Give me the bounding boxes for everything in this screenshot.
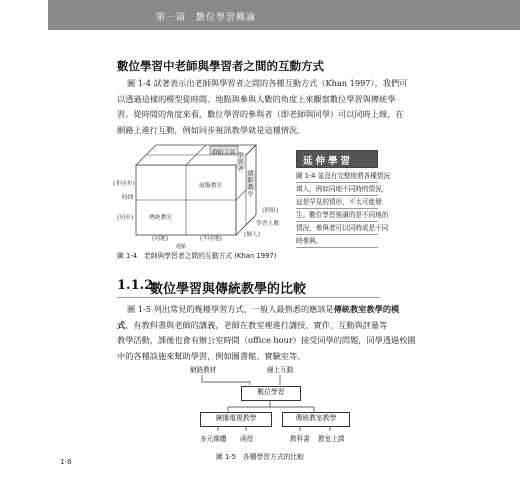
intro-line-4: 網路上進行互動，例如同步視訊教學就是這種情況。 [117, 124, 306, 135]
flow-traditional: 傳統教室教學 [295, 414, 337, 422]
flow-web-material: 網路教材 [190, 366, 217, 374]
cube-label-group-tools: 群組工具 [212, 150, 236, 156]
extended-learning-title: 延伸學習 [303, 156, 354, 167]
flow-classroom: 教室上課 [318, 435, 345, 443]
cube-label-learner-count: 學習人數 [256, 221, 280, 227]
para2-line-1: 圖 1-5 列出常見的幾種學習方式，一般人最熟悉的應該是傳統教室教學的模 [127, 304, 400, 314]
cube-label-synchronous: (同步) [117, 215, 134, 221]
figure-1-5-caption: 圖 1-5 各種學習方式的比較 [216, 453, 305, 461]
cube-label-individual: (個人) [244, 232, 261, 238]
cube-label-group: (群組) [262, 208, 279, 214]
cube-label-virtual-classroom: 虛擬教室 [199, 183, 223, 189]
cube-label-remote-teaching: 遠距教學 [247, 171, 254, 198]
chapter-header-title: 第一篇 數位學習概論 [156, 13, 257, 23]
sidebox-line: 圖 1-4 並沒有完整地將各種情況 [296, 170, 378, 183]
extended-learning-header [296, 150, 378, 168]
flow-correspondence: 函授 [240, 435, 254, 443]
cube-label-different-place: (不同地) [200, 236, 222, 242]
flow-digital-learning: 數位學習 [257, 388, 285, 396]
extended-learning-box [296, 150, 391, 250]
flow-online-interaction: 線上互動 [267, 366, 294, 374]
para2-line-3: 教學活動，課後也會有辦公室時間（office hour）接受同學的問題，同學透過校園 [117, 335, 416, 345]
cube-label-traditional-classroom: 傳統教室 [149, 215, 173, 221]
flow-broadcast: 廣播電視教學 [215, 414, 257, 422]
figure-1-4-caption: 圖 1-4 老師與學習者之間的互動方式 (Khan 1997) [117, 252, 277, 260]
sidebox-line: 時參與。 [296, 235, 378, 248]
connector-web-material [202, 375, 250, 385]
intro-line-2: 以透過這樣的模型從時間、地點與參與人數的角度上來觀察數位學習與傳統學 [117, 93, 396, 104]
flow-traditional-box [282, 412, 350, 427]
intro-line-1: 圖 1-4 試著表示出老師與學習者之間的各種互動方式（Khan 1997），我們可 [127, 78, 408, 88]
extended-learning-body [296, 170, 391, 248]
sidebox-line: 情況，參與者可以同時或是不同 [296, 222, 378, 235]
cube-label-learner: 學習者 [237, 153, 244, 173]
cube-label-time: 時間 [122, 195, 134, 201]
section-heading: 數位學習中老師與學習者之間的互動方式 [117, 59, 324, 73]
intro-line-3: 習。從時間的角度來看，數位學習的參與者（即老師與同學）可以同時上線，在 [117, 109, 404, 119]
flow-textbook: 教科書 [290, 435, 310, 443]
sidebox-line: 填入，例如同地不同時的情況， [296, 183, 378, 196]
sidebox-line: 這是罕見的情形，不太可能發 [296, 196, 378, 209]
sidebox-line: 生。數位學習強調的是不同地的 [296, 209, 378, 222]
flow-digital-learning-box [241, 386, 301, 401]
chapter-header-bar [48, 0, 520, 30]
cube-label-asynchronous: (非同步) [113, 181, 135, 187]
section-title: 數位學習與傳統教學的比較 [150, 282, 307, 297]
section-number: 1.1.2 [117, 278, 154, 293]
interaction-cube-diagram [112, 135, 292, 247]
flow-multimedia: 多元媒體 [200, 435, 227, 443]
para2-line-4: 中的各種設施來幫助學習，例如圖書館、實驗室等。 [117, 350, 306, 361]
intro-paragraph [117, 76, 407, 138]
cube-label-place: 地點 [176, 244, 187, 250]
page-number: 1-8 [60, 458, 72, 466]
cube-label-same-place: (同地) [152, 236, 169, 242]
para2-line-2: 式，有教科書與老師的講義，老師在教室裡進行講授、實作、互動與評量等 [117, 319, 388, 330]
section-divider [117, 297, 380, 298]
flow-broadcast-box [200, 412, 272, 427]
